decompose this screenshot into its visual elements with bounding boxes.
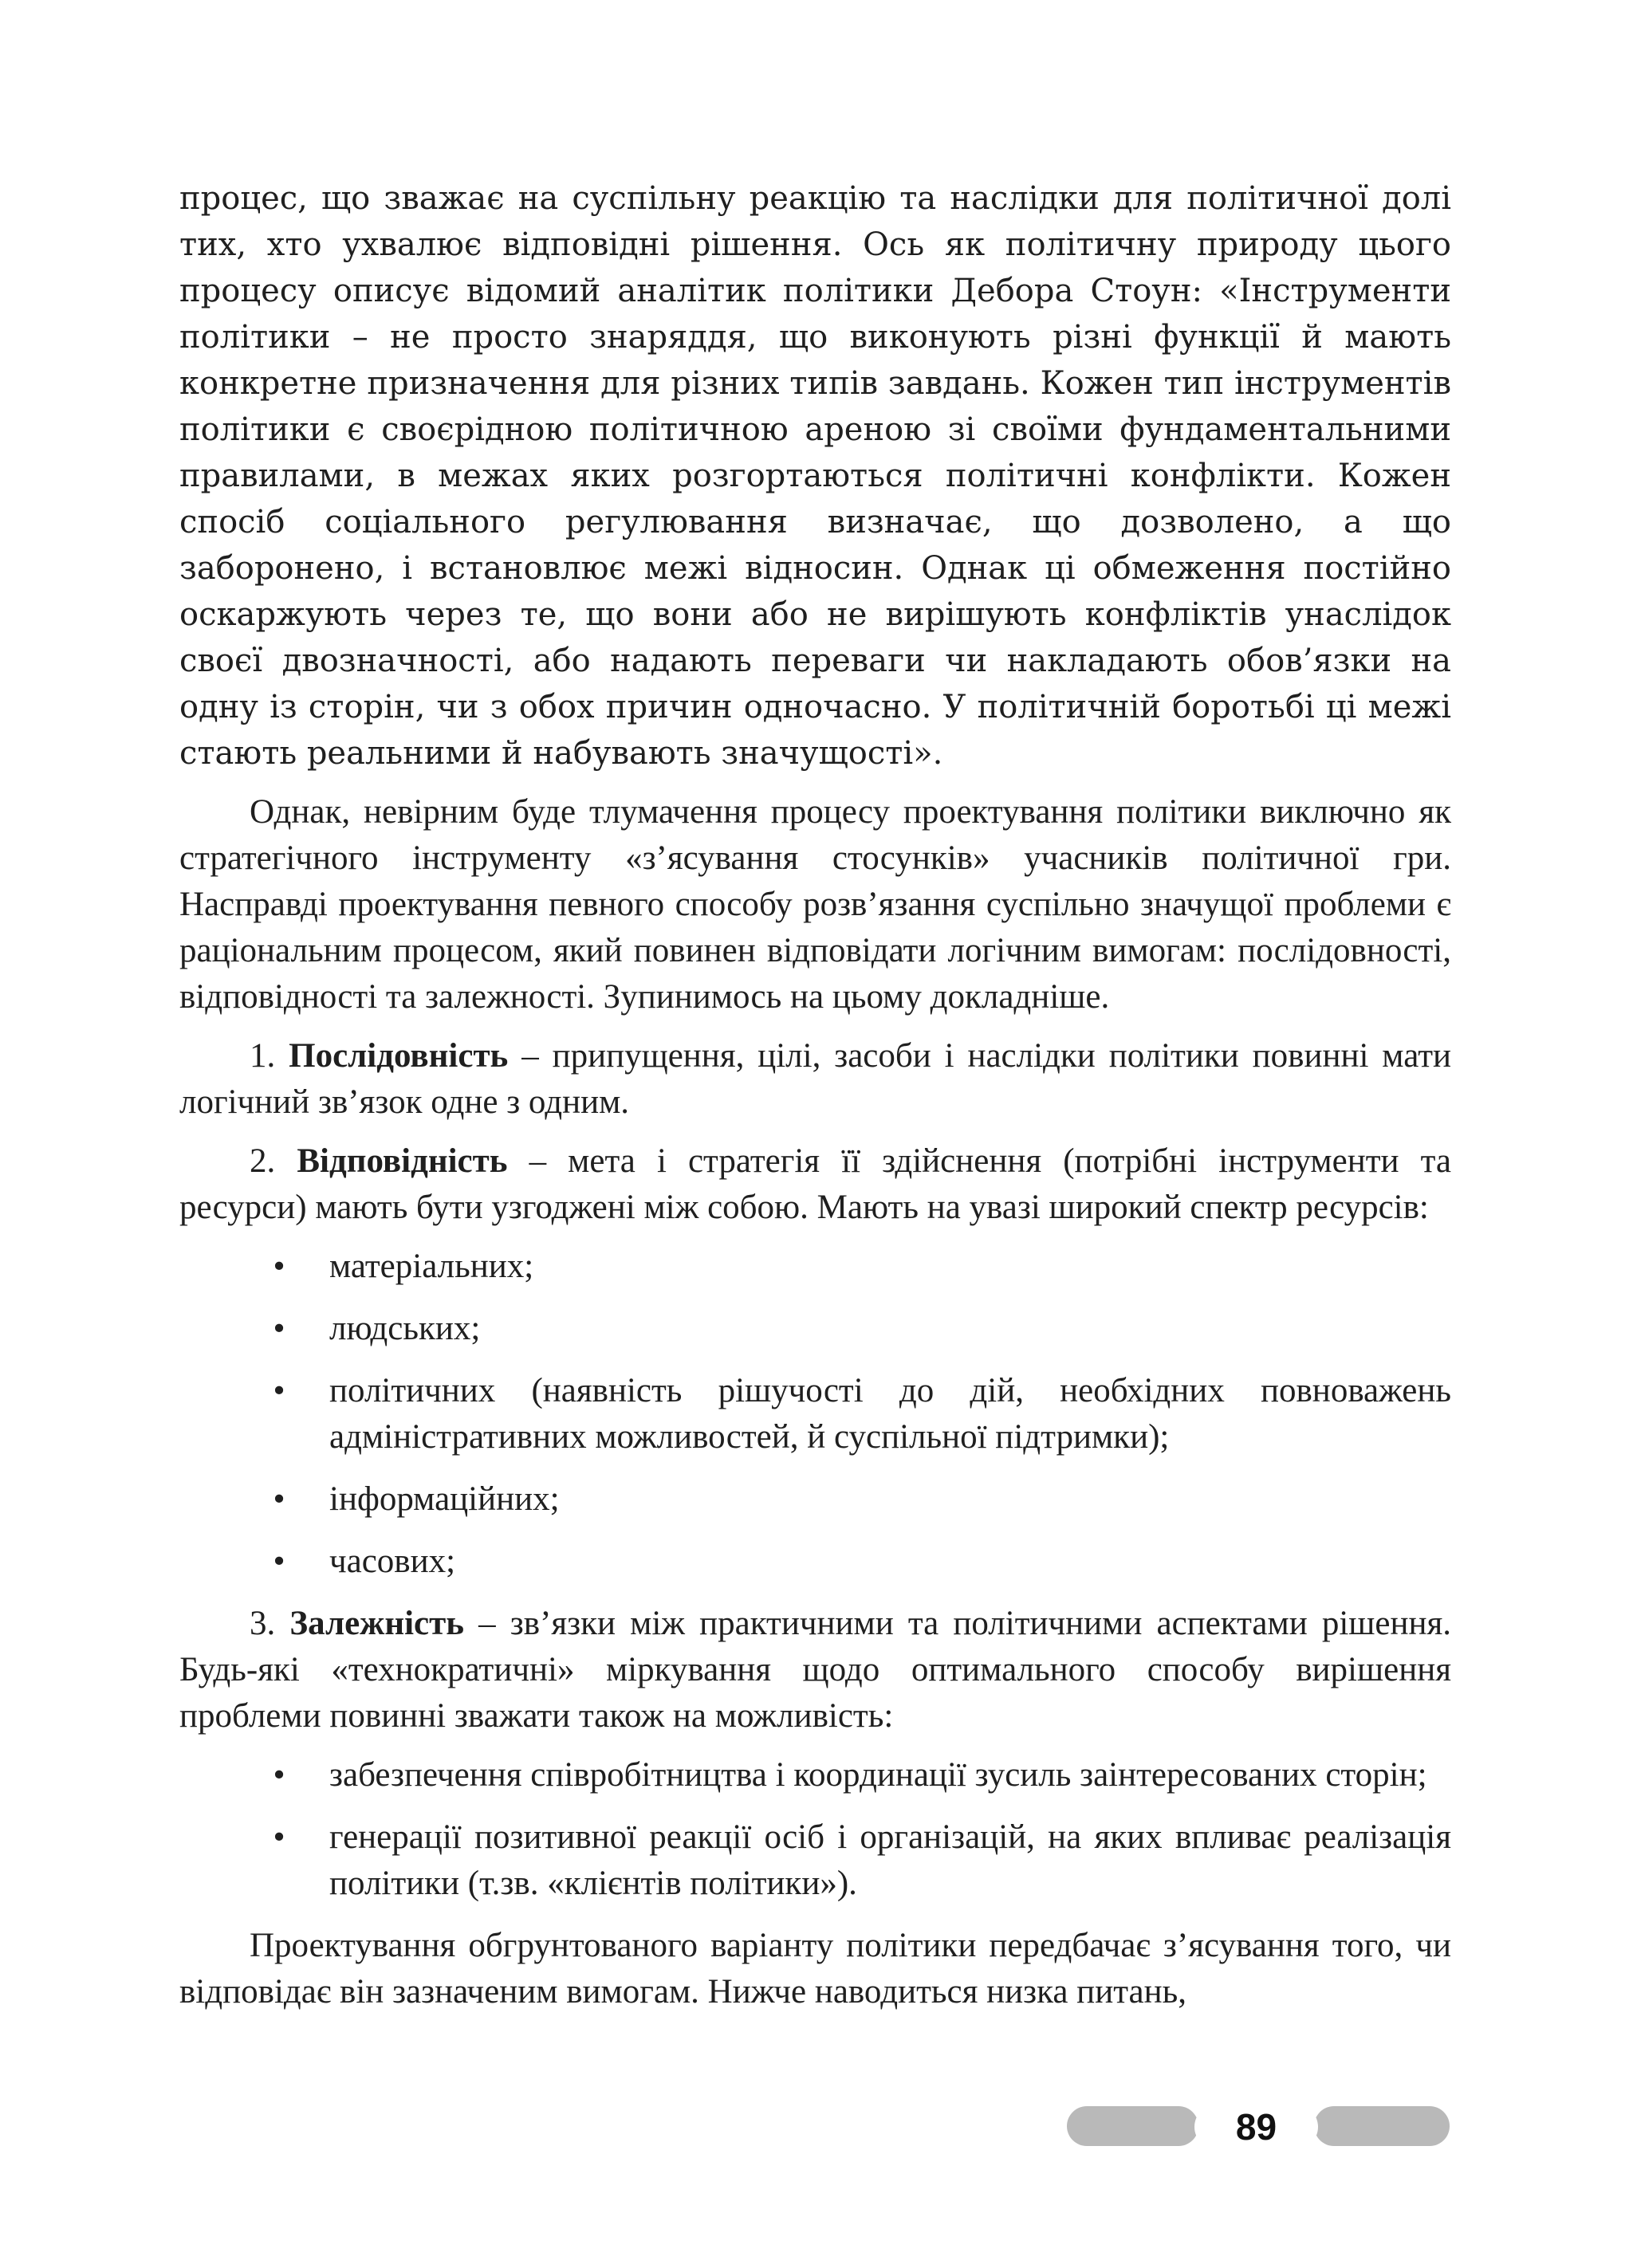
paragraph-rational-process: Однак, невірним буде тлумачення процесу проектування політики виключно як стратегічного інструменту «з’ясування стосунків» учасників політичної гри. Насправді проектування певного способу розв’язання суспільно значущої проблеми є раціональним процесом, який повинен відповідати логічним вимогам: послідовності, відповідності та залежності. Зупинимось на цьому докладніше.	[179, 793, 1451, 1016]
page-number: 89	[1194, 2105, 1318, 2149]
page-number-bar	[1067, 2105, 1450, 2149]
item-number: 1.	[250, 1037, 276, 1075]
possibilities-list	[179, 1752, 1451, 1907]
list-item-text: інформаційних;	[329, 1480, 560, 1518]
bullet-icon: •	[273, 1543, 285, 1580]
term-consistency: Послідовність	[289, 1037, 509, 1075]
item-correspondence	[179, 1138, 1451, 1231]
page-bar-left-decoration	[1067, 2106, 1198, 2146]
resources-list	[179, 1244, 1451, 1585]
list-item	[179, 1539, 1451, 1585]
item-number: 3.	[250, 1605, 276, 1642]
bullet-icon: •	[273, 1818, 285, 1856]
list-item-text: політичних (наявність рішучості до дій, необхідних повноважень адміністративних можливостей, й суспільної підтримки);	[329, 1372, 1451, 1456]
bullet-icon: •	[273, 1248, 285, 1285]
list-item-text: людських;	[329, 1310, 481, 1347]
page-body	[179, 175, 1451, 2015]
list-item	[179, 1476, 1451, 1523]
bullet-icon: •	[273, 1310, 285, 1347]
list-item-text: забезпечення співробітництва і координації зусиль заінтересованих сторін;	[329, 1756, 1427, 1794]
item-text: – зв’язки між практичними та політичними аспектами рішення. Будь-які «технократичні» міркування щодо оптимального способу вирішення проблеми повинні зважати також на можливість:	[179, 1605, 1452, 1735]
bullet-icon: •	[273, 1756, 285, 1794]
item-text: – припущення, цілі, засоби і наслідки політики повинні мати логічний зв’язок одне з одним.	[179, 1037, 1451, 1121]
bullet-icon: •	[273, 1480, 285, 1518]
paragraph-design-questions: Проектування обгрунтованого варіанту політики передбачає з’ясування того, чи відповідає він зазначеним вимогам. Нижче наводиться низка питань,	[179, 1927, 1451, 2011]
list-item	[179, 1244, 1451, 1290]
item-dependence	[179, 1601, 1451, 1739]
list-item	[179, 1814, 1451, 1907]
list-item-text: часових;	[329, 1543, 456, 1580]
list-item	[179, 1752, 1451, 1798]
bullet-icon: •	[273, 1372, 285, 1409]
item-consistency	[179, 1033, 1451, 1126]
list-item-text: матеріальних;	[329, 1248, 534, 1285]
list-item	[179, 1306, 1451, 1352]
list-item	[179, 1368, 1451, 1460]
paragraph-stone-quote: процес, що зважає на суспільну реакцію та наслідки для політичної долі тих, хто ухвалює відповідні рішення. Ось як політичну природу цього процесу описує відомий аналітик політики Дебора Стоун: «Інструменти політики – не просто знаряддя, що виконують різні функції й мають конкретне призначення для різних типів завдань. Кожен тип інструментів політики є своєрідною політичною ареною зі своїми фундаментальними правилами, в межах яких розгортаються політичні конфлікти. Кожен спосіб соціального регулювання визначає, що дозволено, а що заборонено, і встановлює межі відносин. Однак ці обмеження постійно оскаржують через те, що вони або не вирішують конфліктів унаслідок своєї двозначності, або надають переваги чи накладають обов’язки на одну із сторін, чи з обох причин одночасно. У політичній боротьбі ці межі стають реальними й набувають значущості».	[179, 180, 1451, 772]
list-item-text: генерації позитивної реакції осіб і організацій, на яких впливає реалізація політики (т.зв. «клієнтів політики»).	[329, 1818, 1451, 1902]
term-dependence: Залежність	[289, 1605, 465, 1642]
item-number: 2.	[250, 1142, 276, 1180]
page-bar-right-decoration	[1314, 2106, 1450, 2146]
item-text: – мета і стратегія її здійснення (потрібні інструменти та ресурси) мають бути узгоджені між собою. Мають на увазі широкий спектр ресурсів:	[179, 1142, 1451, 1226]
term-correspondence: Відповідність	[297, 1142, 508, 1180]
